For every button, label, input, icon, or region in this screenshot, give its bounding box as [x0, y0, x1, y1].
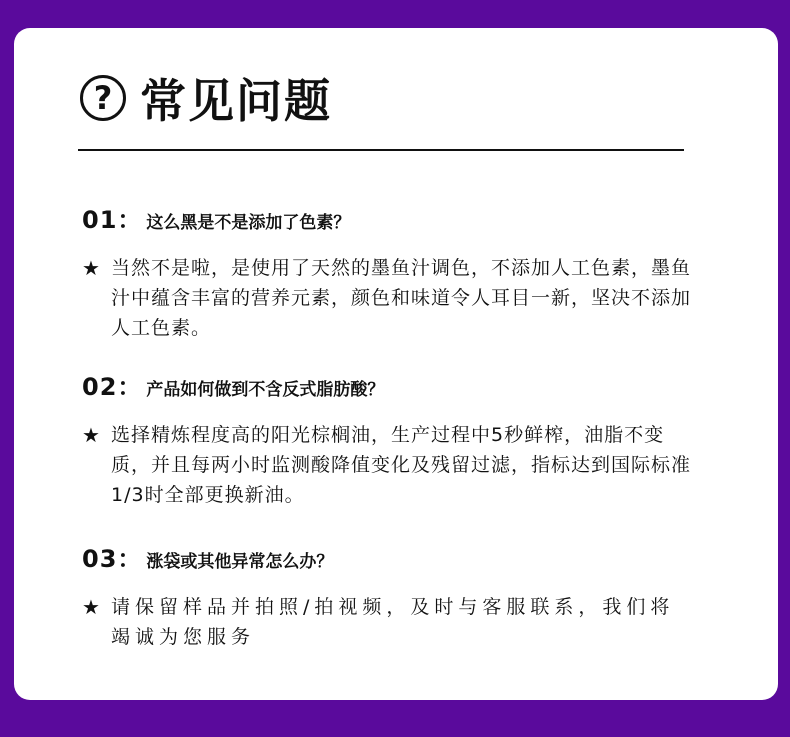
- question-number: 01：: [82, 206, 143, 234]
- page-title: 常见问题: [140, 74, 332, 128]
- faq-question: [82, 367, 692, 402]
- faq-item-1: [82, 200, 692, 343]
- question-circle-icon: ?: [80, 75, 126, 121]
- faq-header: [80, 64, 332, 132]
- answer-text: 选择精炼程度高的阳光棕榈油，生产过程中5秒鲜榨，油脂不变质，并且每两小时监测酸降值变化及残留过滤，指标达到国际标准1/3时全部更换新油。: [111, 424, 692, 506]
- faq-answer: [82, 253, 692, 343]
- faq-question: [82, 200, 692, 235]
- question-text: 这么黑是不是添加了色素？: [146, 213, 351, 233]
- faq-question: [82, 539, 692, 574]
- question-text: 产品如何做到不含反式脂肪酸？: [146, 380, 385, 400]
- faq-item-3: [82, 539, 692, 652]
- answer-text: 当然不是啦，是使用了天然的墨鱼汁调色，不添加人工色素，墨鱼汁中蕴含丰富的营养元素，颜色和味道令人耳目一新，坚决不添加人工色素。: [111, 257, 692, 339]
- faq-answer: [82, 592, 692, 652]
- star-icon: ★: [82, 256, 100, 280]
- faq-answer: [82, 420, 692, 510]
- question-number: 02：: [82, 373, 143, 401]
- question-number: 03：: [82, 545, 143, 573]
- faq-item-2: [82, 367, 692, 510]
- answer-text: 请保留样品并拍照/拍视频，及时与客服联系，我们将竭诚为您服务: [111, 596, 675, 648]
- star-icon: ★: [82, 595, 100, 619]
- star-icon: ★: [82, 423, 100, 447]
- title-divider: [78, 149, 684, 151]
- question-text: 涨袋或其他异常怎么办？: [146, 552, 334, 572]
